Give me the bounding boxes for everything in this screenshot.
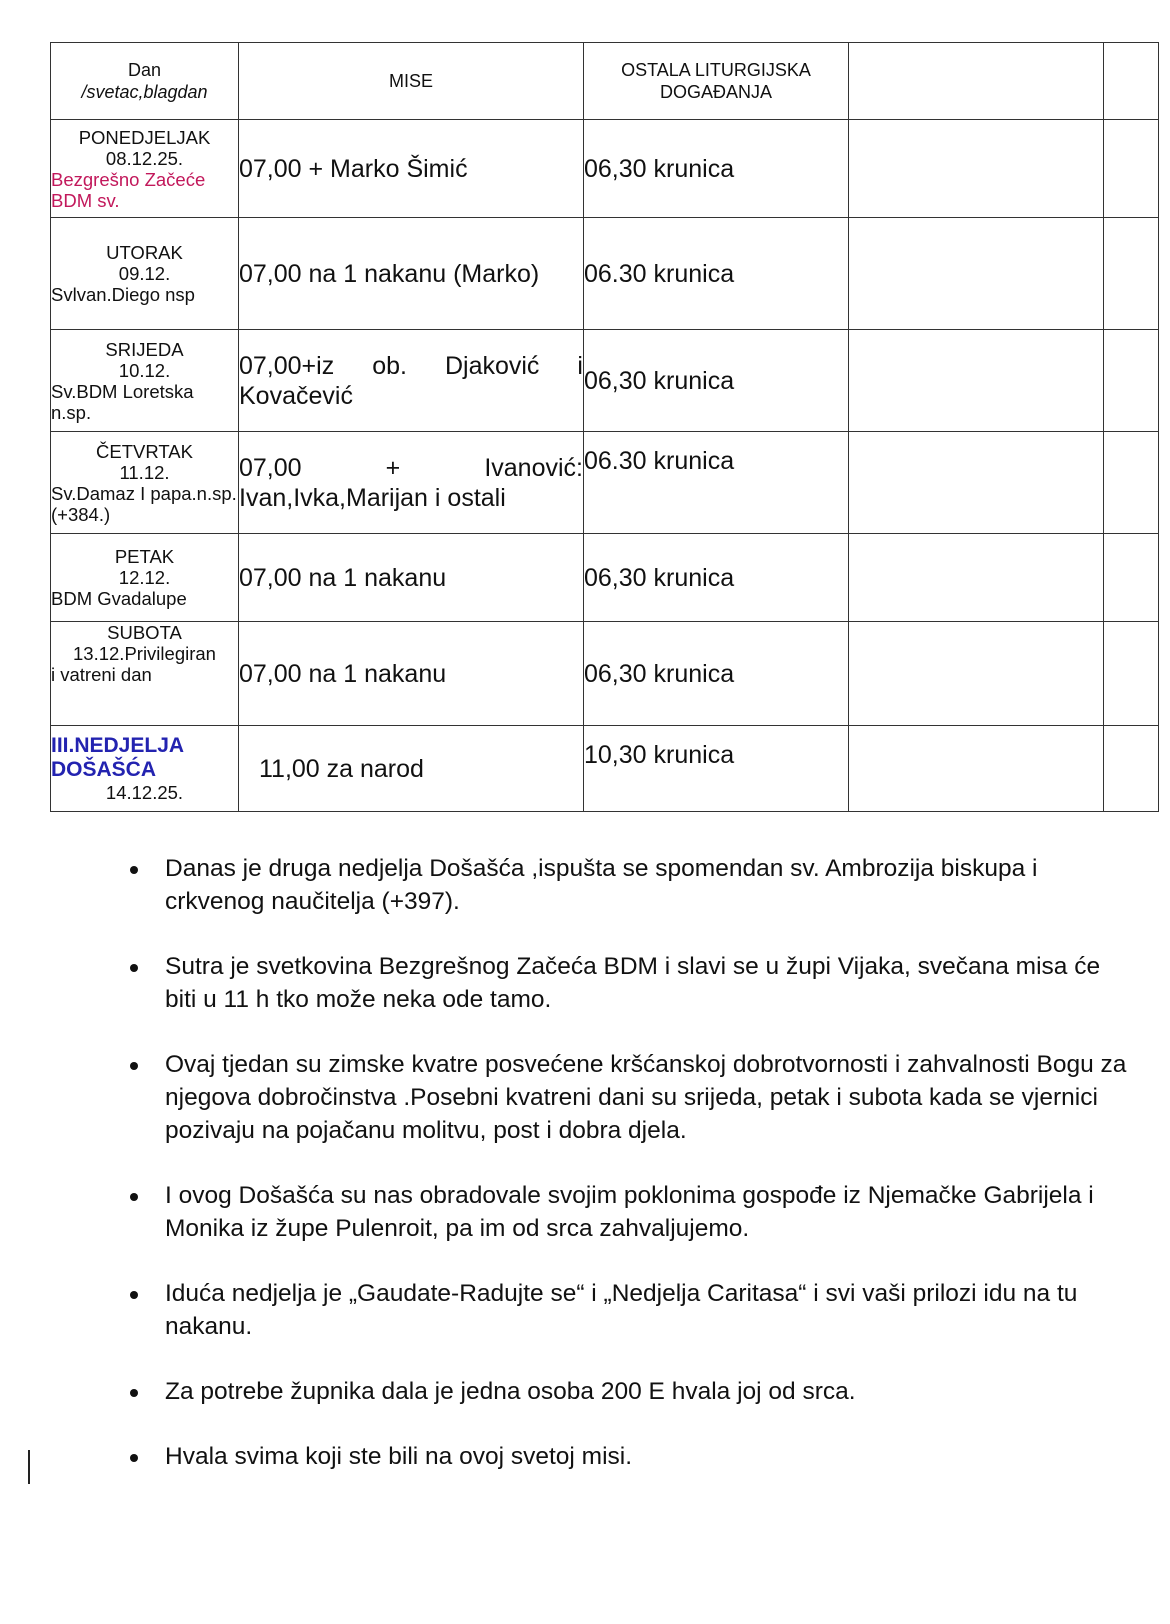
header-other-line1: OSTALA LITURGIJSKA [621, 60, 811, 80]
day-date: 10.12. [118, 359, 171, 381]
empty-cell [1104, 726, 1159, 812]
day-name: PETAK [114, 546, 175, 567]
announcement-item [130, 1179, 1130, 1245]
bullet-icon [130, 1062, 138, 1070]
bullet-icon [130, 866, 138, 874]
mass-cell: 07,00 na 1 nakanu [239, 622, 584, 726]
empty-cell [1104, 330, 1159, 432]
other-cell: 06.30 krunica [584, 218, 849, 330]
day-date: 12.12. [118, 567, 171, 588]
feast-name: Bezgrešno Začeće BDM sv. [51, 168, 206, 211]
day-date: DOŠAŠĆA [51, 758, 157, 781]
header-day-title: Dan [127, 60, 162, 80]
mass-cell: 07,00+iz ob. Djaković i Kovačević [239, 330, 584, 432]
day-name: PONEDJELJAK [78, 126, 211, 148]
other-cell: 06,30 krunica [584, 330, 849, 432]
table-row [51, 218, 1159, 330]
table-row [51, 432, 1159, 534]
feast-name: 14.12.25. [105, 782, 184, 803]
day-cell [51, 534, 239, 622]
table-row [51, 120, 1159, 218]
day-date: 08.12.25. [105, 147, 184, 169]
other-cell: 06,30 krunica [584, 120, 849, 218]
announcement-text: Danas je druga nedjelja Došašća ,ispušta se spomendan sv. Ambrozija biskupa i crkvenog naučitelja (+397). [165, 855, 1038, 915]
announcement-item [130, 950, 1130, 1016]
announcement-text: I ovog Došašća su nas obradovale svojim poklonima gospođe iz Njemačke Gabrijela i Monika iz župe Pulenroit, pa im od srca zahvaljujemo. [165, 1182, 1094, 1242]
mass-cell: 07,00 na 1 nakanu (Marko) [239, 218, 584, 330]
day-date: 13.12.Privilegiran [73, 643, 216, 664]
empty-cell [849, 218, 1104, 330]
empty-cell [1104, 432, 1159, 534]
mass-cell: 07,00 + Marko Šimić [239, 120, 584, 218]
header-other-line2: DOGAĐANJA [659, 82, 773, 102]
announcement-text: Za potrebe župnika dala je jedna osoba 200 E hvala joj od srca. [165, 1378, 856, 1405]
announcement-item [130, 1277, 1130, 1343]
announcement-text: Ovaj tjedan su zimske kvatre posvećene kršćanskoj dobrotvornosti i zahvalnosti Bogu za njegova dobročinstva .Posebni kvatreni dani su srijeda, petak i subota kada se vjernici pozivaju na pojačanu molitvu, post i dobra djela. [165, 1051, 1127, 1144]
announcement-item [130, 1048, 1130, 1147]
table-row [51, 726, 1159, 812]
feast-name: Sv.Damaz I papa.n.sp.(+384.) [51, 482, 237, 525]
table-row [51, 534, 1159, 622]
other-cell: 06,30 krunica [584, 534, 849, 622]
empty-cell [849, 330, 1104, 432]
other-cell: 10,30 krunica [584, 726, 849, 812]
day-cell [51, 726, 239, 812]
empty-cell [849, 120, 1104, 218]
day-name: III.NEDJELJA [51, 734, 185, 757]
day-date: 11.12. [119, 461, 170, 483]
announcement-item [130, 1375, 1130, 1408]
announcement-text: Iduća nedjelja je „Gaudate-Radujte se“ i „Nedjelja Caritasa“ i svi vaši prilozi idu na tu nakanu. [165, 1280, 1078, 1340]
header-day-subtitle: /svetac,blagdan [81, 82, 208, 102]
day-name: SRIJEDA [105, 338, 184, 360]
empty-cell [1104, 120, 1159, 218]
header-day [51, 43, 239, 120]
day-name: SUBOTA [107, 622, 182, 643]
announcement-item [130, 1440, 1130, 1473]
announcement-text: Hvala svima koji ste bili na ovoj svetoj misi. [165, 1443, 633, 1470]
announcement-text: Sutra je svetkovina Bezgrešnog Začeća BDM i slavi se u župi Vijaka, svečana misa će biti u 11 h tko može neka ode tamo. [165, 953, 1101, 1013]
mass-cell: 07,00 na 1 nakanu [239, 534, 584, 622]
feast-name: Sv.BDM Loretska n.sp. [51, 380, 194, 423]
table-row [51, 622, 1159, 726]
other-cell: 06.30 krunica [584, 432, 849, 534]
bullet-icon [130, 1291, 138, 1299]
table-row [51, 330, 1159, 432]
header-narrow [1104, 43, 1159, 120]
empty-cell [849, 432, 1104, 534]
announcements-list [130, 852, 1130, 1505]
bullet-icon [130, 1454, 138, 1462]
bullet-icon [130, 1193, 138, 1201]
mass-cell: 11,00 za narod [239, 726, 584, 812]
day-cell [51, 330, 239, 432]
day-cell [51, 218, 239, 330]
bullet-icon [130, 964, 138, 972]
day-name: ČETVRTAK [96, 440, 193, 462]
day-cell [51, 622, 239, 726]
other-cell: 06,30 krunica [584, 622, 849, 726]
day-cell [51, 120, 239, 218]
feast-name: Svlvan.Diego nsp [51, 284, 195, 305]
table-header-row [51, 43, 1159, 120]
bullet-icon [130, 1389, 138, 1397]
mass-schedule-table [50, 42, 1159, 812]
day-name: UTORAK [106, 242, 183, 263]
empty-cell [849, 726, 1104, 812]
announcement-item [130, 852, 1130, 918]
header-masses: MISE [239, 43, 584, 120]
empty-cell [1104, 218, 1159, 330]
day-date: 09.12. [118, 263, 171, 284]
margin-mark [28, 1450, 30, 1484]
header-other-events [584, 43, 849, 120]
header-extra [849, 43, 1104, 120]
empty-cell [849, 534, 1104, 622]
mass-cell: 07,00 + Ivanović: Ivan,Ivka,Marijan i ostali [239, 432, 584, 534]
day-cell [51, 432, 239, 534]
empty-cell [1104, 534, 1159, 622]
empty-cell [849, 622, 1104, 726]
feast-name: BDM Gvadalupe [51, 588, 187, 609]
empty-cell [1104, 622, 1159, 726]
feast-name: i vatreni dan [51, 664, 152, 685]
